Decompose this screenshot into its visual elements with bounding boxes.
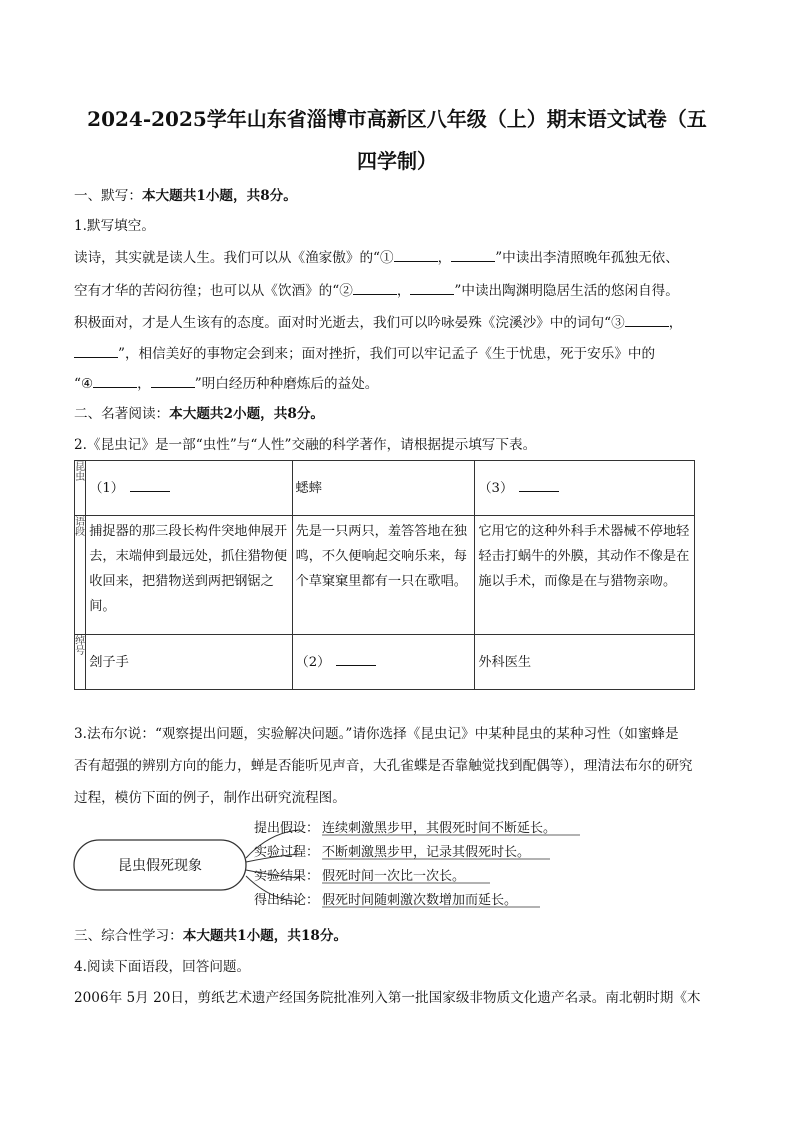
svg-text:实验结果：: 实验结果： (254, 869, 320, 884)
table-cell: （3） (475, 461, 695, 516)
answer-blank[interactable] (336, 651, 376, 666)
page-title: 2024-2025学年山东省淄博市高新区八年级（上）期末语文试卷（五 (87, 107, 707, 131)
answer-blank[interactable] (74, 343, 118, 358)
diagram-item (254, 868, 490, 884)
answer-blank[interactable] (451, 247, 495, 262)
question-3-line: 过程，模仿下面的例子，制作出研究流程图。 (74, 790, 346, 806)
svg-text:实验过程：: 实验过程： (254, 845, 320, 860)
question-2-label: 2.《昆虫记》是一部“虫性”与“人性”交融的科学著作，请根据提示填写下表。 (74, 437, 537, 453)
answer-blank[interactable] (394, 247, 438, 262)
row-label: 昆虫 (75, 461, 86, 516)
answer-blank[interactable] (519, 477, 559, 492)
answer-blank[interactable] (410, 280, 454, 295)
question-1-text-line: 空有才华的苦闷彷徨；也可以从《饮酒》的“② ， ”中读出陶渊明隐居生活的悠闲自得。 (74, 280, 724, 301)
svg-text:假死时间一次比一次长。: 假死时间一次比一次长。 (322, 869, 466, 884)
table-cell: （2） (292, 635, 475, 690)
svg-text:假死时间随刺激次数增加而延长。: 假死时间随刺激次数增加而延长。 (322, 893, 518, 908)
answer-blank[interactable] (625, 312, 669, 327)
answer-blank[interactable] (151, 373, 195, 388)
insect-table (74, 460, 695, 690)
section-header-3: 三、综合性学习：本大题共1小题，共18分。 (74, 928, 348, 944)
table-cell: 它用它的这种外科手术器械不停地轻轻击打蜗牛的外膜，其动作不像是在施以手术，而像是在与猎物亲吻。 (475, 516, 695, 635)
question-1-label: 1.默写填空。 (74, 218, 155, 234)
diagram-item (254, 820, 580, 836)
table-cell: 外科医生 (475, 635, 695, 690)
question-3-line: 否有超强的辨别方向的能力，蝉是否能听见声音，大孔雀蝶是否靠触觉找到配偶等），理清法布尔的研究 (74, 758, 693, 774)
row-label: 绰号 (75, 635, 86, 690)
section-header-1: 一、默写：本大题共1小题，共8分。 (74, 188, 297, 204)
flow-diagram (70, 820, 590, 920)
svg-text:提出假设：: 提出假设： (254, 821, 320, 836)
question-3-line: 3.法布尔说：“观察提出问题，实验解决问题。”请你选择《昆虫记》中某种昆虫的某种习性（如蜜蜂是 (74, 726, 679, 742)
diagram-item (254, 844, 550, 860)
answer-blank[interactable] (130, 477, 170, 492)
svg-text:连续刺激黑步甲，其假死时间不断延长。: 连续刺激黑步甲，其假死时间不断延长。 (322, 821, 557, 836)
table-cell: 刽子手 (86, 635, 292, 690)
question-4-label: 4.阅读下面语段，回答问题。 (74, 959, 251, 975)
table-row (75, 461, 695, 516)
section-header-2: 二、名著阅读：本大题共2小题，共8分。 (74, 406, 325, 422)
question-1-text-line: “④ ， ”明白经历种种磨炼后的益处。 (74, 373, 724, 394)
question-1-text-line: 积极面对，才是人生该有的态度。面对时光逝去，我们可以吟咏晏殊《浣溪沙》中的词句“③ ， (74, 312, 724, 333)
question-4-text-line: 2006年 5月 20日，剪纸艺术遗产经国务院批准列入第一批国家级非物质文化遗产名录。南北朝时期《木 (74, 990, 701, 1006)
table-cell: （1） (86, 461, 292, 516)
table-cell: 先是一只两只，羞答答地在独鸣，不久便响起交响乐来，每个草窠窠里都有一只在歌唱。 (292, 516, 475, 635)
diagram-item (254, 892, 540, 908)
answer-blank[interactable] (353, 280, 397, 295)
table-row (75, 635, 695, 690)
table-row (75, 516, 695, 635)
question-1-text-line: ”，相信美好的事物定会到来；面对挫折，我们可以牢记孟子《生于忧患，死于安乐》中的 (74, 343, 724, 364)
table-cell: 捕捉器的那三段长构件突地伸展开去，末端伸到最远处，抓住猎物便收回来，把猎物送到两把钢锯之间。 (86, 516, 292, 635)
svg-text:不断刺激黑步甲，记录其假死时长。: 不断刺激黑步甲，记录其假死时长。 (322, 845, 531, 860)
table-cell: 蟋蟀 (292, 461, 475, 516)
diagram-center-label: 昆虫假死现象 (118, 858, 202, 874)
question-1-text-line: 读诗，其实就是读人生。我们可以从《渔家傲》的“① ， ”中读出李清照晚年孤独无依、 (74, 247, 724, 268)
svg-text:得出结论：: 得出结论： (254, 893, 320, 908)
answer-blank[interactable] (93, 373, 137, 388)
row-label: 语段 (75, 516, 86, 635)
page-title-continued: 四学制） (357, 149, 437, 173)
